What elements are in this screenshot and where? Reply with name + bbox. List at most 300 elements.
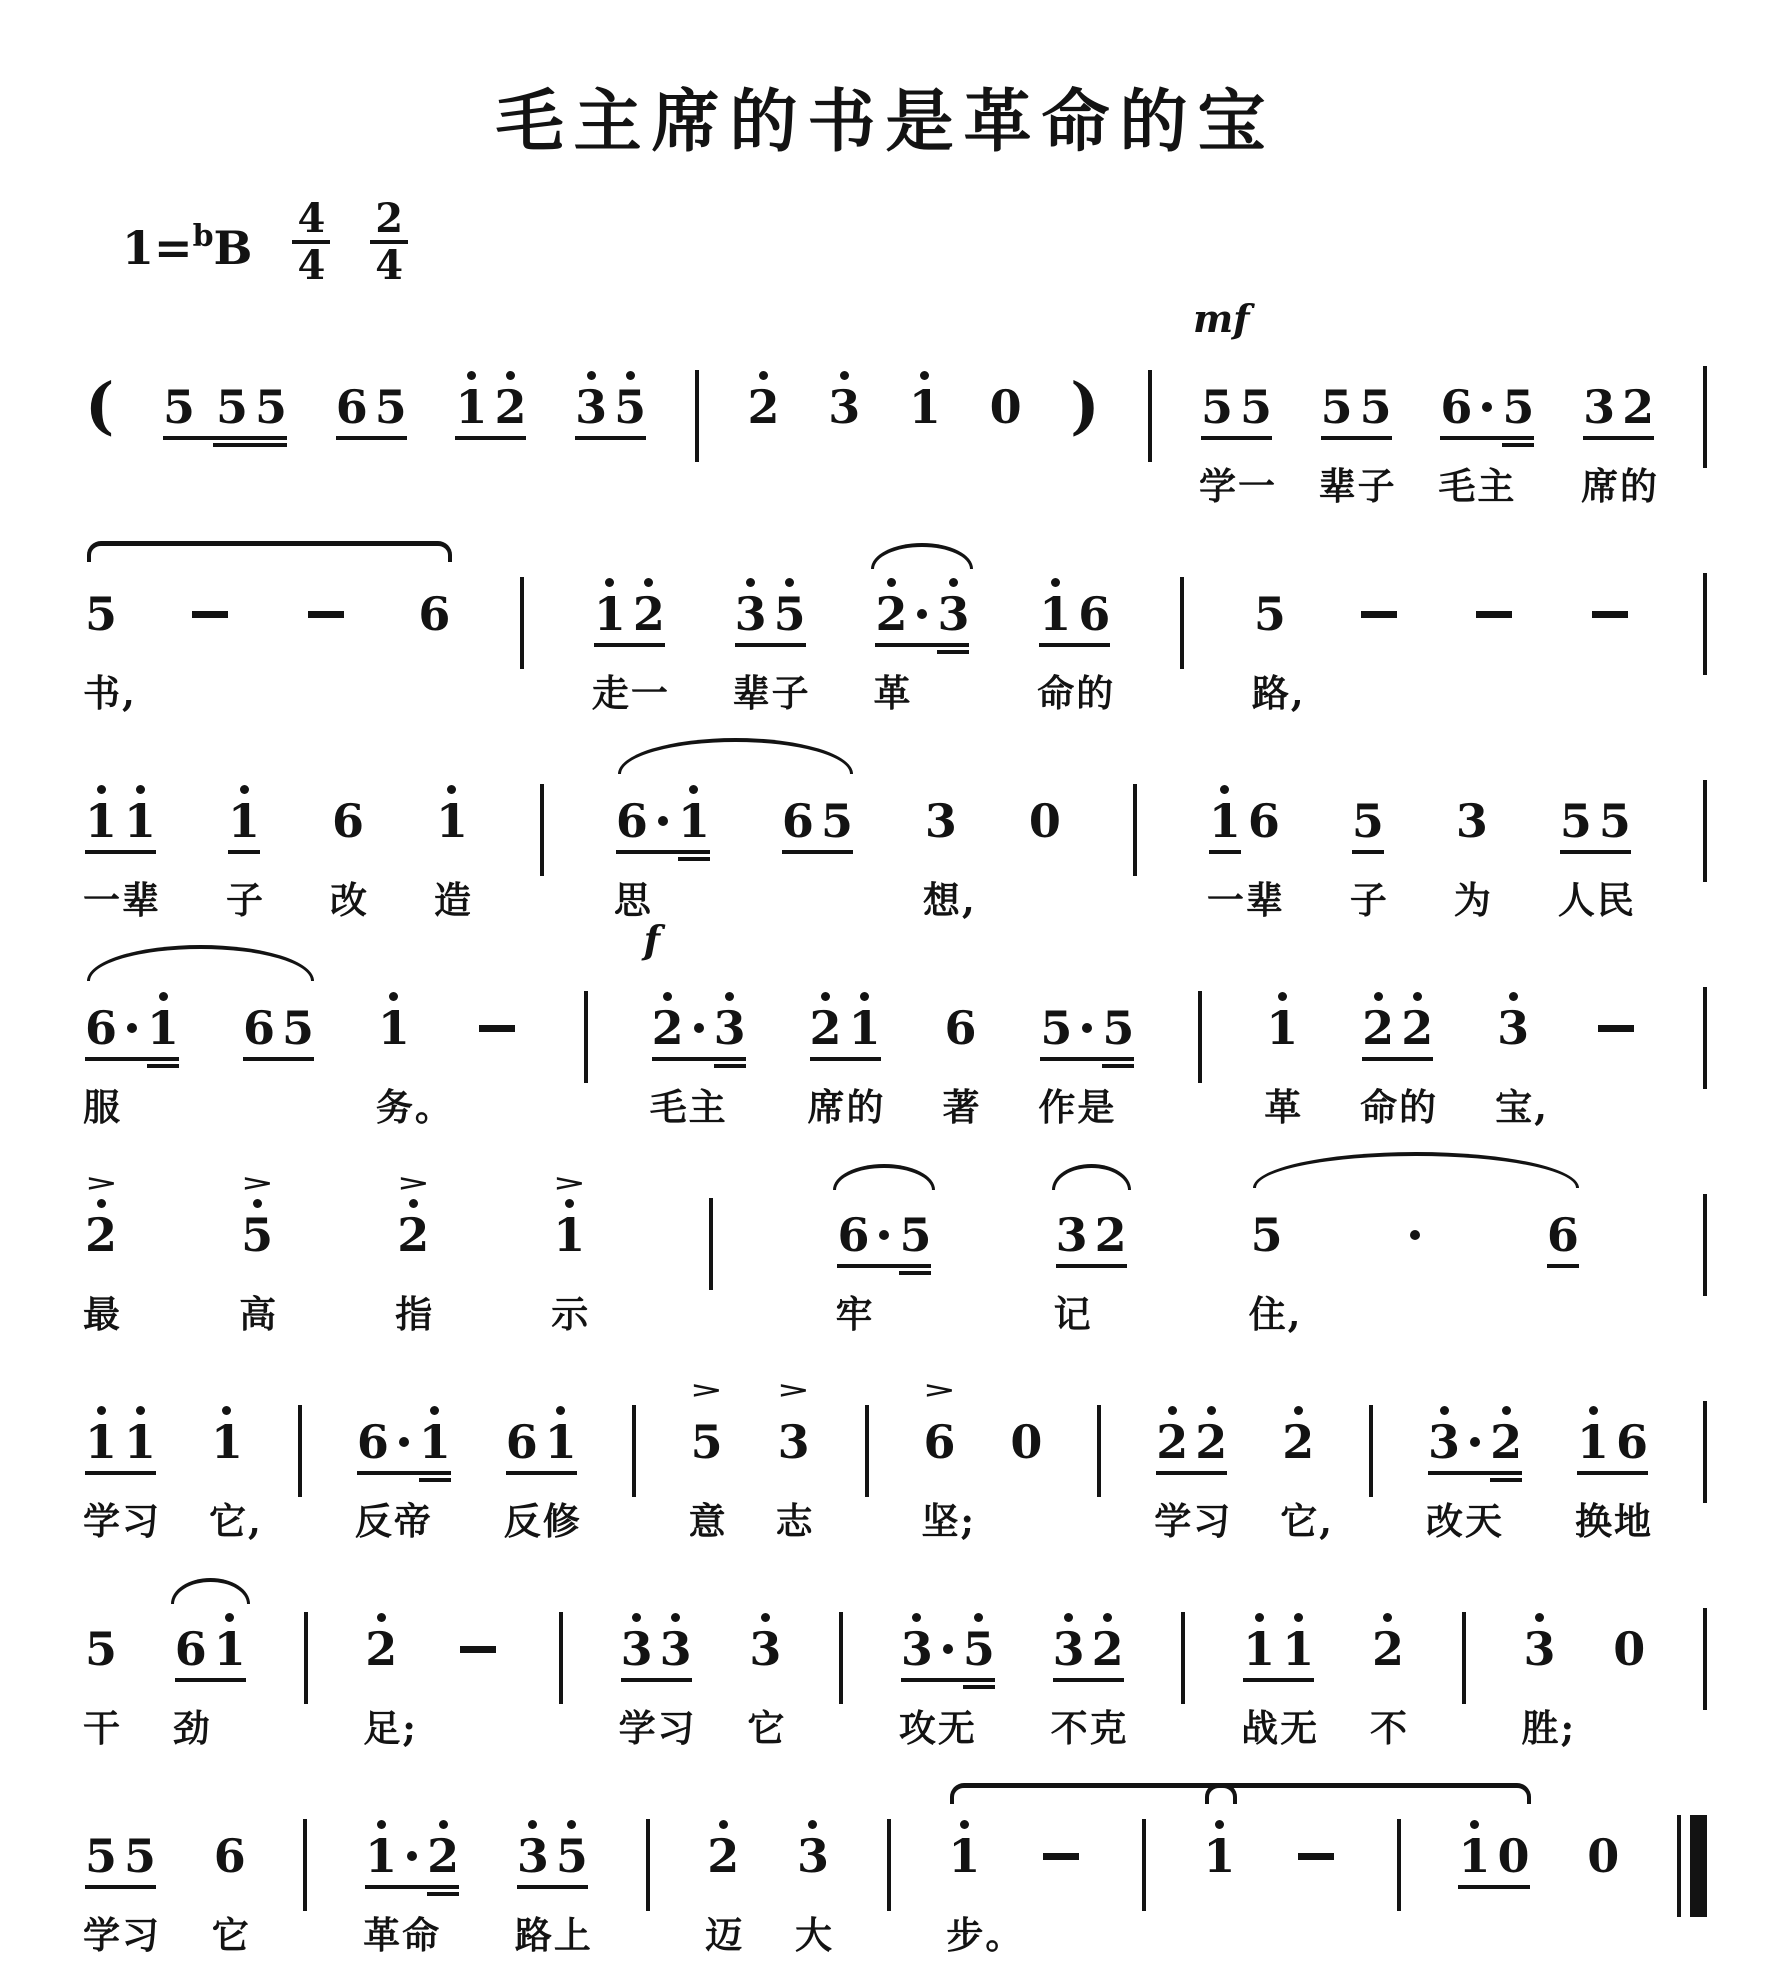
octave-dot — [1057, 1820, 1066, 1829]
note-glyph — [1482, 382, 1492, 432]
notation-row — [83, 913, 1707, 1129]
note-digit — [1497, 965, 1529, 1053]
note-cell — [775, 1376, 815, 1543]
note-row — [748, 344, 780, 432]
dash-glyph — [1298, 1853, 1334, 1860]
note-digit — [85, 1793, 117, 1881]
note-group — [514, 1793, 593, 1957]
slur — [87, 541, 452, 562]
octave-dot — [1595, 371, 1604, 380]
octave-dot — [1262, 1199, 1271, 1208]
note-digit — [375, 344, 407, 432]
note-cell — [942, 965, 982, 1129]
octave-dot — [860, 992, 869, 1001]
octave-dot — [1634, 371, 1643, 380]
beam-underline — [85, 1885, 156, 1889]
octave-dot — [97, 992, 106, 1001]
octave-dot — [222, 1406, 231, 1415]
note-digit — [1622, 344, 1654, 432]
octave-dot — [935, 1406, 944, 1415]
dot-glyph — [879, 1230, 889, 1240]
octave-dot — [936, 785, 945, 794]
note-digit — [1616, 1379, 1648, 1467]
note-row — [1523, 1586, 1555, 1674]
note-row — [1583, 344, 1654, 432]
note-cell — [1349, 758, 1389, 922]
octave-dot — [1220, 785, 1229, 794]
note-digit — [211, 1379, 243, 1467]
octave-dot — [347, 371, 356, 380]
note-row — [1587, 551, 1633, 639]
note-group — [618, 1586, 697, 1750]
note-row — [810, 965, 881, 1053]
note-digit — [1243, 1586, 1275, 1674]
note-glyph — [1470, 1417, 1480, 1467]
note-row — [1497, 965, 1529, 1053]
note-group — [1241, 1586, 1320, 1750]
octave-dot — [1514, 371, 1523, 380]
octave-dot — [97, 1199, 106, 1208]
dash-note — [1293, 1793, 1339, 1881]
time-signature-2-4 — [370, 195, 408, 290]
note-glyph — [1043, 1831, 1079, 1881]
note-glyph: 6 — [331, 794, 364, 848]
note-glyph — [1592, 589, 1628, 639]
beam-underline — [163, 436, 287, 440]
note-digit — [1240, 344, 1272, 432]
beam-underline — [901, 1678, 995, 1682]
note-digit — [455, 344, 487, 432]
note-row — [455, 1586, 501, 1674]
note-glyph: 1 — [377, 1001, 410, 1055]
note-glyph — [1598, 1003, 1634, 1053]
note-cell — [1593, 965, 1639, 1053]
note-group — [1575, 1379, 1653, 1543]
octave-dot — [912, 1613, 921, 1622]
note-row — [1201, 344, 1272, 432]
note-glyph: 6 — [85, 1001, 118, 1055]
octave-dot — [1452, 371, 1461, 380]
octave-dot — [430, 1406, 439, 1415]
music-line-5 — [83, 1120, 1707, 1336]
octave-dot — [1628, 1406, 1637, 1415]
note-row — [85, 758, 156, 846]
beam-underline — [837, 1264, 931, 1268]
beam-underline — [85, 1057, 179, 1061]
note-cell — [208, 1379, 263, 1543]
slur — [871, 543, 973, 569]
barline — [1097, 1405, 1101, 1497]
octave-dot — [254, 992, 263, 1001]
note-digit — [365, 1793, 397, 1881]
note-glyph: 3 — [516, 1829, 549, 1883]
beam-underline — [1362, 1057, 1433, 1061]
note-glyph: 6 — [944, 1001, 977, 1055]
octave-dot — [789, 1406, 798, 1415]
note-glyph: 2 — [1371, 1622, 1404, 1676]
octave-dot — [1440, 1406, 1449, 1415]
note-digit — [357, 1379, 389, 1467]
beam-underline-2 — [1102, 1064, 1134, 1068]
octave-dot — [409, 1199, 418, 1208]
note-row — [1293, 1793, 1339, 1881]
note-cell — [1587, 1793, 1619, 1881]
note-digit — [1577, 1379, 1609, 1467]
key-tonic: B — [213, 221, 253, 275]
note-digit — [901, 1586, 933, 1674]
note-glyph: 1 — [1458, 1829, 1491, 1883]
note-glyph: 1 — [1203, 1829, 1236, 1883]
slur — [618, 738, 853, 774]
note-cell — [1471, 551, 1517, 639]
note-row — [552, 1169, 587, 1262]
lyric: 攻无 — [898, 1706, 977, 1750]
barline — [540, 784, 544, 876]
note-digit — [1362, 965, 1394, 1053]
barline — [1133, 784, 1137, 876]
octave-dot — [293, 992, 302, 1001]
octave-dot — [887, 578, 896, 587]
dash-note — [1038, 1793, 1084, 1881]
final-barline — [1677, 1815, 1707, 1917]
note-digit — [365, 1586, 397, 1674]
rest-note — [990, 344, 1022, 432]
lyric: 路上 — [514, 1913, 593, 1957]
beam-underline — [575, 436, 646, 440]
octave-dot — [1090, 578, 1099, 587]
dash-note — [474, 965, 520, 1053]
note-row — [828, 344, 860, 432]
note-row — [357, 1379, 451, 1467]
lyric: 战无 — [1241, 1706, 1320, 1750]
beam-underline-2 — [419, 1478, 451, 1482]
note-group — [643, 917, 746, 1129]
note-digit — [85, 551, 117, 639]
barline — [695, 370, 699, 462]
note-glyph: 6 — [174, 1622, 207, 1676]
octave-dot — [1374, 578, 1383, 587]
augmentation-dot-note — [940, 1586, 956, 1674]
note-row — [1356, 551, 1402, 639]
note-glyph: 5 — [1239, 380, 1272, 434]
slur — [87, 945, 314, 981]
note-glyph: 3 — [1055, 1208, 1088, 1262]
octave-dot — [136, 1820, 145, 1829]
lyric: 示 — [551, 1292, 591, 1336]
octave-dot — [1470, 1820, 1479, 1829]
octave-dot — [832, 785, 841, 794]
note-group — [732, 551, 811, 715]
note-row — [1440, 344, 1534, 432]
note-glyph: 1 — [213, 1622, 246, 1676]
note-glyph — [407, 1831, 417, 1881]
note-glyph: 1 — [848, 1001, 881, 1055]
note-glyph: 3 — [1523, 1622, 1556, 1676]
octave-dot — [136, 785, 145, 794]
note-group — [1050, 1586, 1129, 1750]
beam-underline-2 — [147, 1064, 179, 1068]
note-digit — [1203, 1793, 1235, 1881]
beam-underline — [1458, 1885, 1529, 1889]
octave-dot — [225, 1820, 234, 1829]
note-glyph — [308, 589, 344, 639]
beam-underline — [1039, 643, 1110, 647]
note-glyph: 5 — [216, 380, 249, 434]
note-glyph — [1361, 589, 1397, 639]
note-glyph: 5 — [281, 1001, 314, 1055]
note-glyph: 5 — [163, 380, 196, 434]
augmentation-dot-note — [404, 1793, 420, 1881]
dot-glyph — [1470, 1437, 1480, 1447]
note-row — [948, 1793, 980, 1881]
note-row — [1010, 1379, 1042, 1467]
lyric: 革 — [1264, 1085, 1304, 1129]
octave-dot — [1168, 1406, 1177, 1415]
lyric: 为 — [1453, 878, 1493, 922]
note-glyph: 0 — [1613, 1622, 1646, 1676]
note-glyph: 1 — [1243, 1622, 1276, 1676]
beam-underline — [621, 1678, 692, 1682]
note-cell — [433, 758, 473, 922]
octave-dot — [960, 1820, 969, 1829]
note-digit — [1195, 1379, 1227, 1467]
note-glyph: 6 — [213, 1829, 246, 1883]
barline — [1397, 1819, 1401, 1911]
beam-underline-2 — [899, 1271, 931, 1275]
note-digit — [621, 1586, 653, 1674]
dash-glyph — [1598, 1025, 1634, 1032]
octave-dot — [1589, 1406, 1598, 1415]
note-digit — [948, 1793, 980, 1881]
note-digit — [594, 551, 626, 639]
note-cell — [1280, 1379, 1335, 1543]
note-group — [873, 551, 970, 715]
note-digit — [797, 1793, 829, 1881]
octave-dot — [658, 785, 667, 794]
barline — [1703, 780, 1707, 882]
note-glyph: 5 — [85, 1622, 118, 1676]
octave-dot — [205, 578, 214, 587]
octave-dot — [1571, 785, 1580, 794]
dash-glyph — [1043, 1853, 1079, 1860]
note-group — [1557, 758, 1636, 922]
note-row — [1362, 965, 1433, 1053]
note-row — [365, 1586, 397, 1674]
octave-dot — [587, 371, 596, 380]
note-row — [1321, 344, 1392, 432]
note-glyph — [1082, 1003, 1092, 1053]
note-glyph: 0 — [1028, 794, 1061, 848]
octave-dot — [1265, 578, 1274, 587]
octave-dot — [1207, 1406, 1216, 1415]
note-digit — [427, 1793, 459, 1881]
lyric: 步。 — [946, 1913, 1025, 1957]
barline — [303, 1819, 307, 1911]
beam-underline-2 — [427, 1892, 459, 1896]
note-digit — [1040, 965, 1072, 1053]
note-digit — [336, 344, 368, 432]
note-digit — [396, 1169, 430, 1262]
note-cell — [921, 1376, 977, 1543]
final-bar-thick — [1690, 1815, 1707, 1917]
dynamic-marking: mf — [1192, 296, 1250, 341]
augmentation-dot-note — [1467, 1379, 1483, 1467]
dash-glyph — [1476, 611, 1512, 618]
note-digit — [556, 1793, 588, 1881]
beam-underline — [85, 850, 156, 854]
lyric: 书, — [83, 671, 137, 715]
note-glyph: 1 — [124, 794, 157, 848]
lyric: 作是 — [1038, 1085, 1117, 1129]
dot-glyph — [1082, 1023, 1092, 1033]
beam-underline — [455, 436, 526, 440]
note-cell — [239, 1169, 279, 1336]
octave-dot — [1363, 785, 1372, 794]
note-row — [418, 551, 450, 639]
lyric: 改天 — [1426, 1499, 1505, 1543]
note-glyph: 5 — [85, 587, 118, 641]
note-glyph: 1 — [1577, 1415, 1610, 1469]
dot-glyph — [1410, 1230, 1420, 1240]
octave-dot — [321, 578, 330, 587]
octave-dot — [343, 785, 352, 794]
octave-dot — [1040, 785, 1049, 794]
lyric: 它, — [208, 1499, 263, 1543]
octave-dot — [694, 992, 703, 1001]
octave-dot — [492, 992, 501, 1001]
note-glyph: 2 — [1094, 1208, 1127, 1262]
note-digit — [1502, 344, 1534, 432]
note-glyph: 6 — [1440, 380, 1473, 434]
accent-icon: > — [240, 1169, 274, 1196]
slur — [1205, 1783, 1531, 1804]
note-row — [1282, 1379, 1314, 1467]
octave-dot — [956, 992, 965, 1001]
note-glyph: 1 — [553, 1208, 586, 1262]
dash-note — [187, 551, 233, 639]
note-row — [1560, 758, 1631, 846]
note-digit — [810, 965, 842, 1053]
music-line-8 — [83, 1741, 1707, 1957]
note-group — [503, 1379, 582, 1543]
note-group — [898, 1586, 995, 1750]
note-row — [332, 758, 364, 846]
note-glyph: 5 — [1359, 380, 1392, 434]
note-glyph: 2 — [494, 380, 527, 434]
note-digit — [1490, 1379, 1522, 1467]
note-row — [621, 1586, 692, 1674]
lyric: 席的 — [807, 1085, 886, 1129]
augmentation-dot-note — [1479, 344, 1495, 432]
note-digit — [84, 1169, 118, 1262]
note-row — [214, 1793, 246, 1881]
octave-dot — [821, 992, 830, 1001]
note-glyph: 6 — [1546, 1208, 1579, 1262]
rest-note — [1498, 1793, 1530, 1881]
lyric: 它 — [747, 1706, 787, 1750]
note-group — [591, 551, 670, 715]
beam-underline — [1209, 850, 1241, 854]
beam-underline-2 — [1502, 443, 1534, 447]
beam-underline — [616, 850, 710, 854]
barline — [1181, 1612, 1185, 1704]
note-cell — [83, 1586, 122, 1750]
beam-underline — [1156, 1471, 1227, 1475]
note-group — [1154, 1379, 1233, 1543]
meter-denominator: 4 — [375, 242, 404, 290]
octave-dot — [186, 1613, 195, 1622]
note-glyph: 1 — [544, 1415, 577, 1469]
note-digit — [1078, 551, 1110, 639]
note-digit — [774, 551, 806, 639]
lyric: 换地 — [1575, 1499, 1653, 1543]
note-glyph: 3 — [620, 1622, 653, 1676]
octave-dot — [1509, 1820, 1518, 1829]
note-digit — [85, 758, 117, 846]
beam-underline — [652, 1057, 746, 1061]
note-glyph: 3 — [828, 380, 861, 434]
note-glyph: 1 — [418, 1415, 451, 1469]
note-row — [396, 1169, 430, 1262]
note-row — [909, 344, 941, 432]
octave-dot — [1312, 1820, 1321, 1829]
lyric: 造 — [433, 878, 473, 922]
lyric: 想, — [922, 878, 977, 922]
note-glyph: 1 — [1208, 794, 1241, 848]
note-digit — [255, 344, 287, 432]
note-row — [1209, 758, 1280, 846]
lyric: 意 — [688, 1499, 728, 1543]
note-glyph: 5 — [1351, 794, 1384, 848]
octave-dot — [267, 371, 276, 380]
lyric: 学习 — [83, 1499, 161, 1543]
octave-dot — [528, 1820, 537, 1829]
octave-dot — [136, 1406, 145, 1415]
dot-glyph — [399, 1437, 409, 1447]
lyric: 辈子 — [732, 671, 811, 715]
dash-note — [1587, 551, 1633, 639]
note-glyph: 6 — [837, 1208, 870, 1262]
note-row — [365, 1793, 459, 1881]
dynamic-marking: f — [643, 917, 660, 962]
beam-underline — [1577, 1471, 1648, 1475]
note-glyph: 5 — [241, 1208, 274, 1262]
note-glyph: 6 — [356, 1415, 389, 1469]
octave-dot — [949, 578, 958, 587]
octave-dot — [1251, 371, 1260, 380]
lyric: 著 — [942, 1085, 982, 1129]
final-bar-thin — [1677, 1815, 1681, 1917]
octave-dot — [97, 1820, 106, 1829]
note-row — [689, 1376, 724, 1469]
note-cell — [747, 1586, 787, 1750]
note-digit — [494, 344, 526, 432]
lyric: 大 — [794, 1913, 834, 1957]
beam-underline — [365, 1885, 459, 1889]
note-cell — [922, 758, 977, 922]
barline — [865, 1405, 869, 1497]
beam-underline-2 — [678, 857, 710, 861]
notation-area — [83, 292, 1707, 1957]
lyric: 它, — [1280, 1499, 1335, 1543]
note-glyph — [943, 1624, 953, 1674]
note-row — [436, 758, 468, 846]
note-glyph: 2 — [1282, 1415, 1315, 1469]
note-row — [652, 965, 746, 1053]
beam-underline — [1056, 1264, 1127, 1268]
beam-underline — [517, 1885, 588, 1889]
note-row — [378, 965, 410, 1053]
